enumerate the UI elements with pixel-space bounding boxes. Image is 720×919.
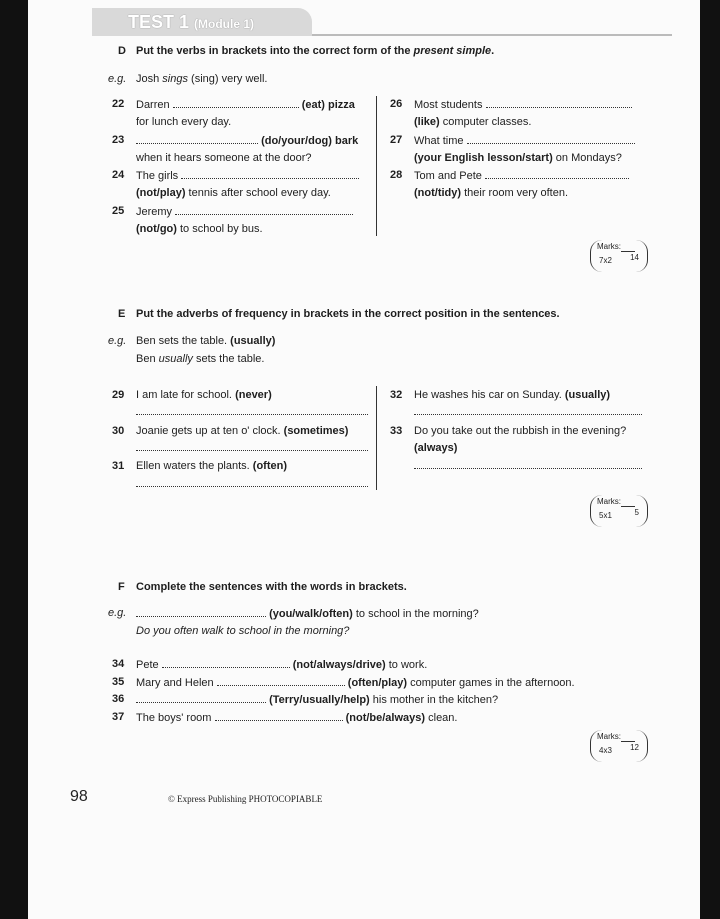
header-rule: [312, 34, 672, 36]
answer-line[interactable]: [414, 458, 642, 469]
item-number: 26: [390, 98, 403, 110]
exercise-item-33: Do you take out the rubbish in the evening?: [414, 425, 627, 437]
answer-blank[interactable]: [136, 133, 258, 144]
section-f-letter: F: [118, 581, 125, 593]
exercise-item-27-cont: (your English lesson/start) on Mondays?: [414, 152, 622, 164]
exercise-item-22-cont: for lunch every day.: [136, 116, 232, 128]
section-e-letter: E: [118, 308, 126, 320]
section-d-letter: D: [118, 45, 126, 57]
item-number: 27: [390, 134, 403, 146]
section-f-example: (you/walk/often) to school in the morning?: [136, 606, 479, 621]
section-f-instruction: Complete the sentences with the words in brackets.: [136, 581, 407, 593]
copyright-footer: © Express Publishing PHOTOCOPIABLE: [168, 794, 323, 804]
item-number: 36: [112, 693, 125, 705]
item-number: 31: [112, 460, 125, 472]
item-number: 35: [112, 676, 125, 688]
section-e-example-question: Ben sets the table. (usually): [136, 335, 276, 347]
answer-line[interactable]: [136, 476, 368, 487]
page-number: 98: [70, 788, 88, 805]
item-number: 23: [112, 134, 125, 146]
exercise-item-31: Ellen waters the plants. (often): [136, 460, 288, 472]
answer-line[interactable]: [136, 404, 368, 415]
test-title: TEST 1 (Module 1): [128, 12, 255, 32]
item-number: 37: [112, 711, 125, 723]
exercise-item-24-cont: (not/play) tennis after school every day.: [136, 187, 331, 199]
answer-blank[interactable]: [162, 657, 290, 668]
section-d-example-label: e.g.: [108, 73, 127, 85]
section-d-divider: [376, 96, 377, 236]
module-label: (Module 1): [194, 17, 255, 31]
exercise-item-28-cont: (not/tidy) their room very often.: [414, 187, 569, 199]
answer-blank[interactable]: [467, 133, 635, 144]
exercise-item-27: What time: [414, 133, 635, 148]
exercise-item-34: Pete (not/always/drive) to work.: [136, 659, 428, 671]
answer-line[interactable]: [414, 404, 642, 415]
item-number: 34: [112, 658, 125, 670]
section-d-example: Josh sings (sing) very well.: [136, 73, 268, 85]
answer-blank[interactable]: [181, 168, 359, 179]
exercise-item-24: The girls: [136, 168, 359, 183]
answer-blank[interactable]: [136, 692, 266, 703]
marks-box-e: Marks: 5x1 5: [590, 495, 648, 527]
exercise-item-29: I am late for school. (never): [136, 389, 272, 401]
item-number: 25: [112, 205, 125, 217]
answer-blank[interactable]: [486, 97, 632, 108]
exercise-item-28: Tom and Pete: [414, 168, 629, 183]
exercise-item-22: Darren (eat) pizza: [136, 99, 355, 111]
exercise-item-25: Jeremy: [136, 204, 353, 219]
section-e-instruction: Put the adverbs of frequency in brackets in the correct position in the sentences.: [136, 308, 560, 320]
exercise-item-23: (do/your/dog) bark: [136, 133, 358, 148]
exercise-item-25-cont: (not/go) to school by bus.: [136, 223, 263, 235]
exercise-item-33-adverb: (always): [414, 442, 458, 454]
section-e-example-answer: Ben usually sets the table.: [136, 353, 265, 365]
item-number: 22: [112, 98, 125, 110]
section-e-divider: [376, 386, 377, 490]
answer-blank[interactable]: [175, 204, 353, 215]
exercise-item-23-cont: when it hears someone at the door?: [136, 152, 312, 164]
section-f-example-label: e.g.: [108, 607, 127, 619]
item-number: 32: [390, 389, 403, 401]
item-number: 24: [112, 169, 125, 181]
section-f-example-answer: Do you often walk to school in the morning?: [136, 625, 350, 637]
answer-blank[interactable]: [485, 168, 629, 179]
item-number: 30: [112, 425, 125, 437]
exercise-item-35: Mary and Helen (often/play) computer games in the afternoon.: [136, 677, 575, 689]
answer-blank[interactable]: [173, 97, 299, 108]
answer-blank[interactable]: [215, 710, 343, 721]
marks-box-f: Marks: 4x3 12: [590, 730, 648, 762]
exercise-item-32: He washes his car on Sunday. (usually): [414, 389, 611, 401]
section-d-instruction: Put the verbs in brackets into the correct form of the present simple.: [136, 45, 495, 57]
worksheet-page: [28, 0, 700, 919]
exercise-item-30: Joanie gets up at ten o' clock. (sometimes): [136, 425, 349, 437]
marks-box-d: Marks: 7x2 14: [590, 240, 648, 272]
section-e-example-label: e.g.: [108, 335, 127, 347]
exercise-item-26: Most students: [414, 97, 632, 112]
item-number: 33: [390, 425, 403, 437]
answer-blank[interactable]: [217, 675, 345, 686]
item-number: 29: [112, 389, 125, 401]
exercise-item-36: (Terry/usually/help) his mother in the kitchen?: [136, 692, 498, 707]
answer-line[interactable]: [136, 440, 368, 451]
exercise-item-37: The boys' room (not/be/always) clean.: [136, 712, 458, 724]
item-number: 28: [390, 169, 403, 181]
exercise-item-26-cont: (like) computer classes.: [414, 116, 532, 128]
